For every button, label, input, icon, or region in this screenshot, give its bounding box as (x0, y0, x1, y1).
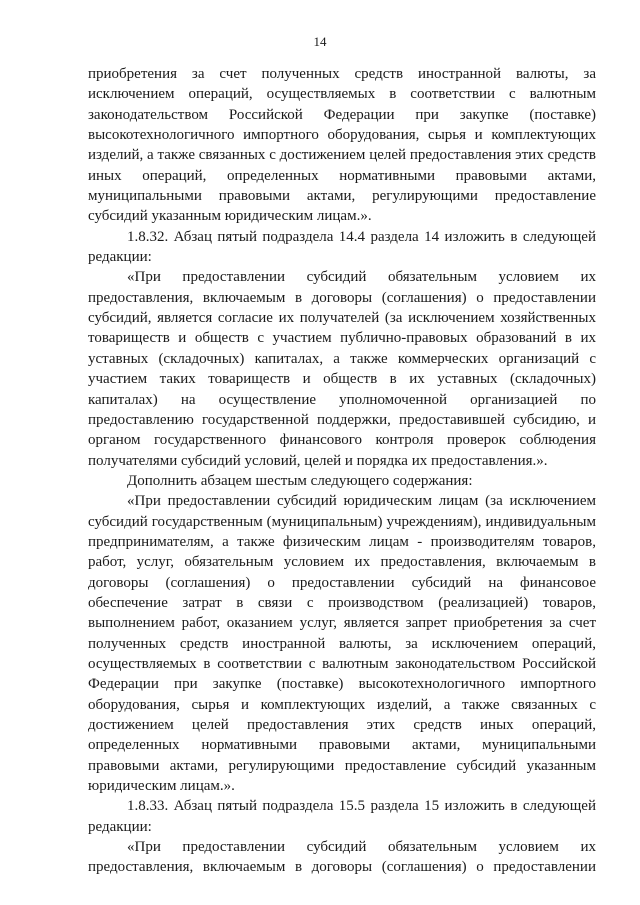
paragraph-quoted-text-15-5: «При предоставлении субсидий обязательным условием их предоставления, включаемым в договоры (соглашения) о предоставлении (88, 839, 596, 876)
paragraph-continuation: приобретения за счет полученных средств иностранной валюты, за исключением операций, осуществляемых в соответствии с валютным законодательством Российской Федерации при закупке (поставке) высокотехнологичного импортного оборудования, сырья и комплектующих изделий, а также связанных с достижением целей предоставления этих средств иных операций, определенных нормативными правовыми актами, муниципальными правовыми актами, регулирующими предоставление субсидий указанным юридическим лицам.». (88, 66, 596, 225)
paragraph-add-sixth: Дополнить абзацем шестым следующего содержания: (127, 472, 473, 489)
paragraph-amendment-1-8-32: 1.8.32. Абзац пятый подраздела 14.4 раздела 14 изложить в следующей редакции: (88, 228, 596, 266)
document-body (88, 64, 596, 878)
paragraph-amendment-1-8-33: 1.8.33. Абзац пятый подраздела 15.5 раздела 15 изложить в следующей редакции: (88, 798, 596, 835)
paragraph-quoted-text-14-4: «При предоставлении субсидий обязательным условием их предоставления, включаемым в договоры (соглашения) о предоставлении субсидий, является согласие их получателей (за исключением хозяйственных товариществ и обществ с участием публично-правовых образований в их уставных (складочных) капиталах, а также коммерческих организаций с участием таких товариществ и обществ в их уставных (складочных) капиталах) на осуществление уполномоченной организацией по предоставлению государственной поддержки, предоставившей субсидию, и органом государственного финансового контроля проверок соблюдения получателями субсидий условий, целей и порядка их предоставления.». (88, 269, 596, 469)
paragraph-quoted-text-sixth: «При предоставлении субсидий юридическим лицам (за исключением субсидий государственным (муниципальным) учреждениям), индивидуальным предпринимателям, а также физическим лицам - производителям товаров, работ, услуг, обязательным условием их предоставления, включаемым в договоры (соглашения) о предоставлении субсидий на финансовое обеспечение затрат в связи с производством (реализацией) товаров, выполнением работ, оказанием услуг, является запрет приобретения за счет полученных средств иностранной валюты, за исключением операций, осуществляемых в соответствии с валютным законодательством Российской Федерации при закупке (поставке) высокотехнологичного импортного оборудования, сырья и комплектующих изделий, а также связанных с достижением целей предоставления этих средств иных операций, определенных нормативными правовыми актами, муниципальными правовыми актами, регулирующими предоставление субсидий указанным юридическим лицам.». (88, 493, 596, 795)
page-number: 14 (313, 34, 327, 49)
